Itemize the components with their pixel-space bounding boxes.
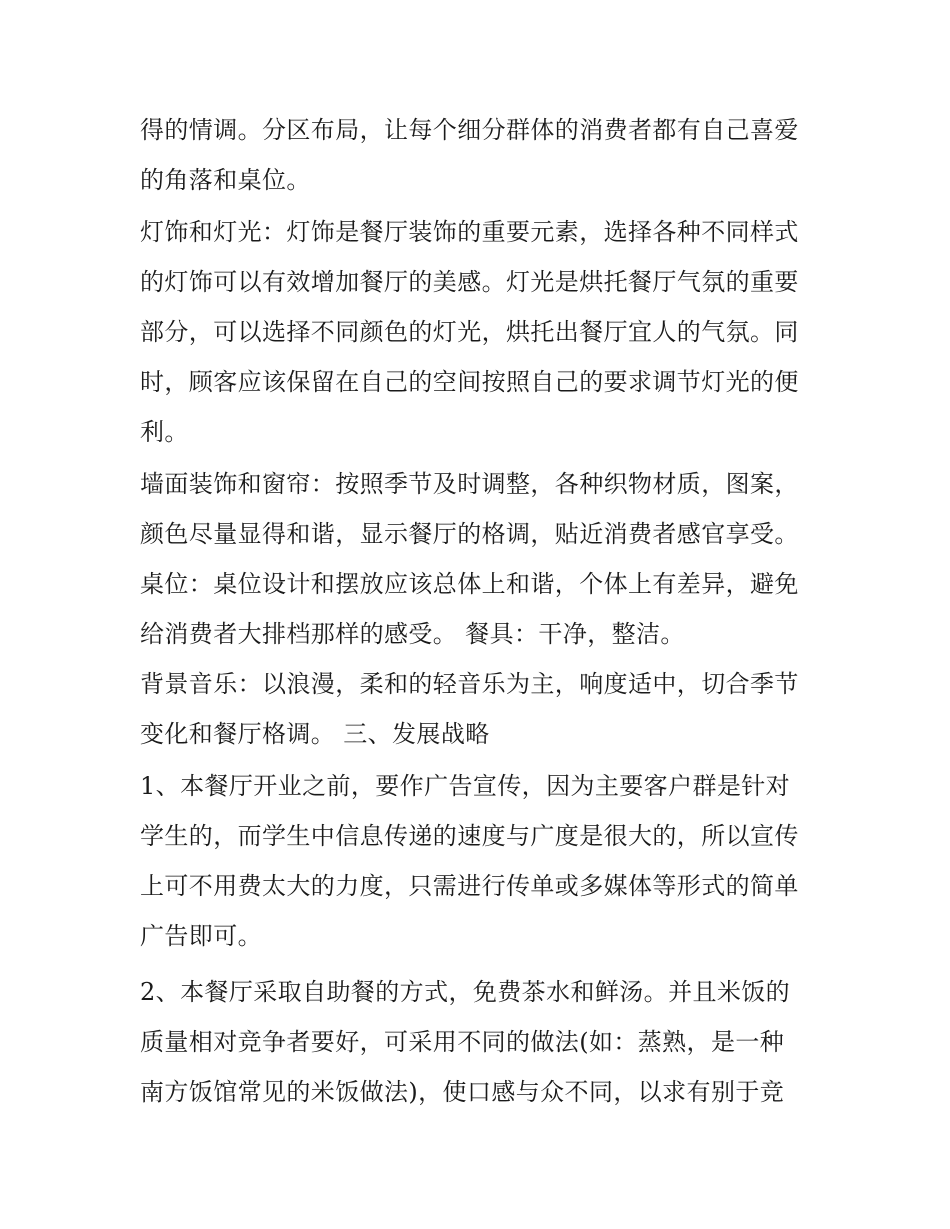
text-line: 南方饭馆常见的米饭做法)，使口感与众不同，以求有别于竞 — [140, 1078, 785, 1106]
text-line: 墙面装饰和窗帘：按照季节及时调整，各种织物材质，图案， — [140, 470, 799, 498]
text-line: 变化和餐厅格调。 三、发展战略 — [140, 720, 490, 748]
body-text — [140, 105, 820, 1117]
text-line: 1、本餐厅开业之前，要作广告宣传，因为主要客户群是针对 — [140, 772, 791, 800]
text-line: 利。 — [140, 418, 189, 446]
text-line: 的角落和桌位。 — [140, 166, 311, 194]
text-line: 学生的，而学生中信息传递的速度与广度是很大的，所以宣传 — [140, 822, 799, 850]
text-line: 2、本餐厅采取自助餐的方式，免费茶水和鲜汤。并且米饭的 — [140, 978, 791, 1006]
text-line: 给消费者大排档那样的感受。 餐具：干净，整洁。 — [140, 620, 685, 648]
text-line: 灯饰和灯光：灯饰是餐厅装饰的重要元素，选择各种不同样式 — [140, 218, 799, 246]
text-line: 背景音乐：以浪漫，柔和的轻音乐为主，响度适中，切合季节 — [140, 670, 799, 698]
text-line: 广告即可。 — [140, 922, 262, 950]
text-line: 质量相对竞争者要好，可采用不同的做法(如：蒸熟，是一种 — [140, 1028, 785, 1056]
text-line: 桌位：桌位设计和摆放应该总体上和谐，个体上有差异，避免 — [140, 570, 799, 598]
text-line: 时，顾客应该保留在自己的空间按照自己的要求调节灯光的便 — [140, 368, 799, 396]
text-line: 得的情调。分区布局，让每个细分群体的消费者都有自己喜爱 — [140, 116, 799, 144]
text-line: 上可不用费太大的力度，只需进行传单或多媒体等形式的简单 — [140, 872, 799, 900]
text-line: 部分，可以选择不同颜色的灯光，烘托出餐厅宜人的气氛。同 — [140, 318, 799, 346]
text-line: 颜色尽量显得和谐，显示餐厅的格调，贴近消费者感官享受。 — [140, 520, 799, 548]
text-line: 的灯饰可以有效增加餐厅的美感。灯光是烘托餐厅气氛的重要 — [140, 268, 799, 296]
